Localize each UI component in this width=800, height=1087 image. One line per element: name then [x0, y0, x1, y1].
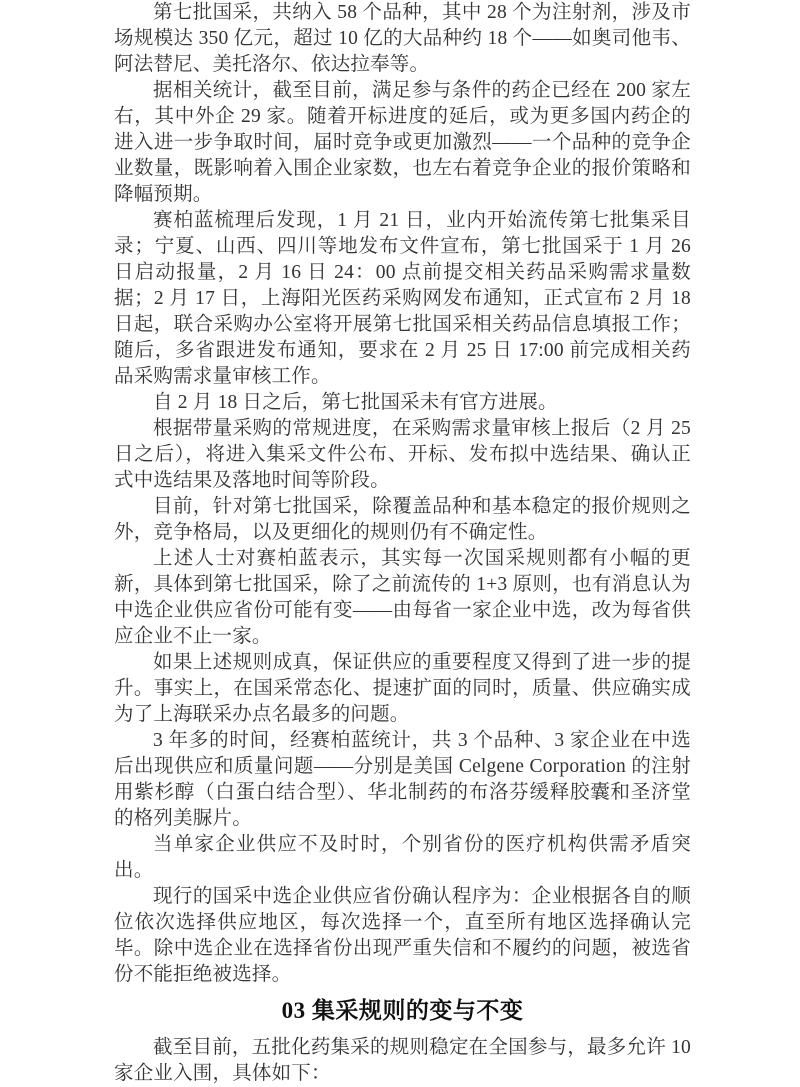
body-paragraph: 赛柏蓝梳理后发现，1 月 21 日，业内开始流传第七批集采目录；宁夏、山西、四川等地发布文件宣布，第七批国采于 1 月 26 日启动报量，2 月 16 日 24：00 点前提交相关药品采购需求量数据；2 月 17 日，上海阳光医药采购网发布通知，正式宣布 2 月 18 日起，联合采购办公室将开展第七批国采相关药品信息填报工作；随后，多省跟进发布通知，要求在 2 月 25 日 17:00 前完成相关药品采购需求量审核工作。 [114, 210, 691, 387]
body-paragraph: 自 2 月 18 日之后，第七批国采未有官方进展。 [153, 392, 558, 413]
body-paragraph: 目前，针对第七批国采，除覆盖品种和基本稳定的报价规则之外，竞争格局，以及更细化的规则仍有不确定性。 [114, 496, 691, 543]
body-paragraph: 上述人士对赛柏蓝表示，其实每一次国采规则都有小幅的更新，具体到第七批国采，除了之前流传的 1+3 原则，也有消息认为中选企业供应省份可能有变——由每省一家企业中选，改为每省供应企业不止一家。 [114, 548, 691, 647]
body-paragraph: 截至目前，五批化药集采的规则稳定在全国参与，最多允许 10 家企业入围，具体如下： [114, 1037, 691, 1084]
section-heading: 03 集采规则的变与不变 [281, 998, 524, 1023]
body-paragraph: 如果上述规则成真，保证供应的重要程度又得到了进一步的提升。事实上，在国采常态化、提速扩面的同时，质量、供应确实成为了上海联采办点名最多的问题。 [114, 652, 691, 725]
document-content [114, 0, 691, 1087]
body-paragraph: 第七批国采，共纳入 58 个品种，其中 28 个为注射剂，涉及市场规模达 350 亿元，超过 10 亿的大品种约 18 个——如奥司他韦、阿法替尼、美托洛尔、依达拉奉等。 [114, 2, 691, 75]
body-paragraph: 当单家企业供应不及时时，个别省份的医疗机构供需矛盾突出。 [114, 834, 691, 881]
body-paragraph: 据相关统计，截至目前，满足参与条件的药企已经在 200 家左右，其中外企 29 家。随着开标进度的延后，或为更多国内药企的进入进一步争取时间，届时竞争或更加激烈——一个品种的竞争企业数量，既影响着入围企业家数，也左右着竞争企业的报价策略和降幅预期。 [114, 80, 691, 205]
body-paragraph: 根据带量采购的常规进度，在采购需求量审核上报后（2 月 25 日之后），将进入集采文件公布、开标、发布拟中选结果、确认正式中选结果及落地时间等阶段。 [114, 418, 691, 491]
body-paragraph: 现行的国采中选企业供应省份确认程序为：企业根据各自的顺位依次选择供应地区，每次选择一个，直至所有地区选择确认完毕。除中选企业在选择省份出现严重失信和不履约的问题，被选省份不能拒绝被选择。 [114, 886, 691, 985]
body-paragraph: 3 年多的时间，经赛柏蓝统计，共 3 个品种、3 家企业在中选后出现供应和质量问题——分别是美国 Celgene Corporation 的注射用紫杉醇（白蛋白结合型）、华北制药的布洛芬缓释胶囊和圣济堂的格列美脲片。 [114, 730, 691, 829]
